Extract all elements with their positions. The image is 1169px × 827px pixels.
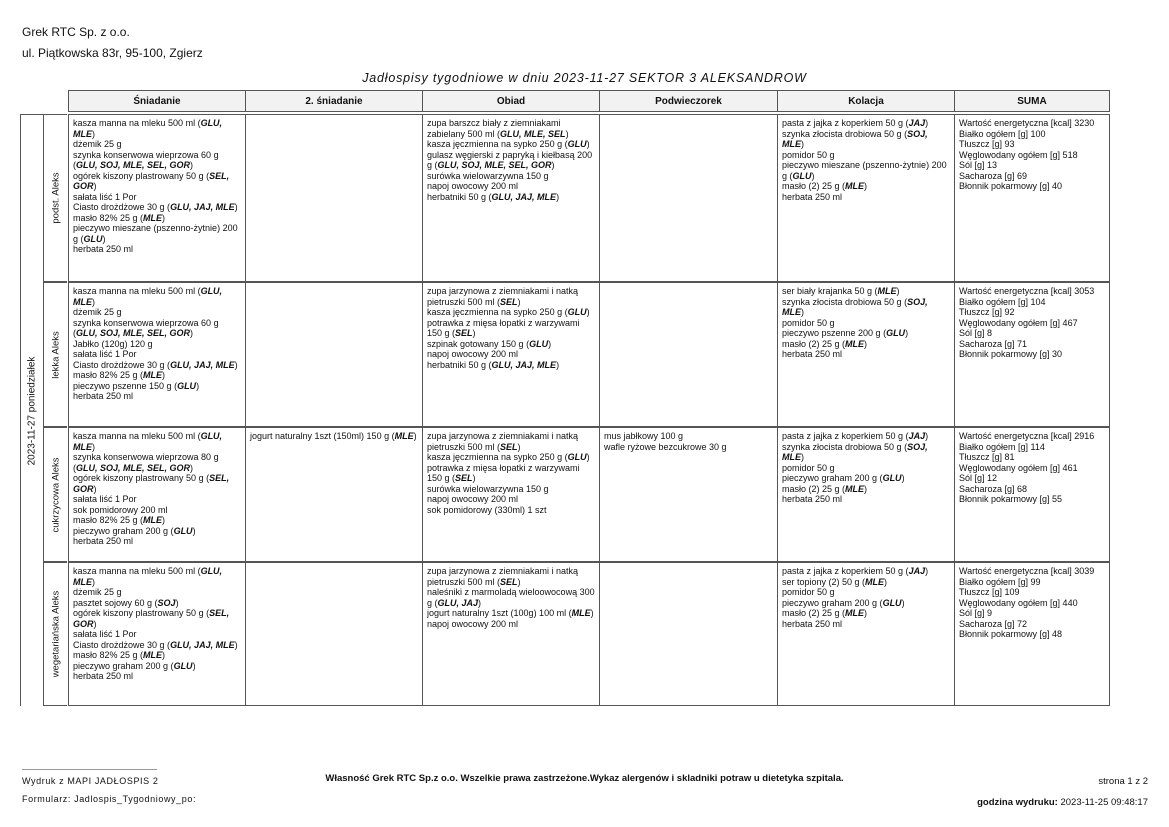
dish-line: pasta z jajka z koperkiem 50 g (JAJ) <box>782 431 929 441</box>
nutrition-line: Sól [g] 8 <box>959 328 993 338</box>
diet-cell <box>43 282 67 427</box>
allergen-codes: GLU, SOJ, MLE, SEL, GOR <box>76 462 191 473</box>
header-suma: SUMA <box>954 90 1110 112</box>
cell-2-sniadanie <box>245 427 422 562</box>
dish-line: szynka konserwowa wieprzowa 60 g (GLU, SOJ, MLE, SEL, GOR) <box>73 149 219 170</box>
allergen-codes: MLE <box>143 212 163 223</box>
header-2-sniadanie: 2. śniadanie <box>245 90 422 112</box>
diet-cell <box>43 427 67 562</box>
dish-line: potrawka z mięsa łopatki z warzywami 150 g (SEL) <box>427 317 580 338</box>
allergen-codes: GLU, SOJ, MLE, SEL, GOR <box>437 160 552 170</box>
dish-line: pieczywo graham 200 g (GLU) <box>782 597 905 608</box>
allergen-codes: GLU <box>173 525 193 536</box>
allergen-codes: JAJ <box>908 431 926 441</box>
allergen-codes: GLU, JAJ, MLE <box>170 202 235 212</box>
dish-line: napoj owocowy 200 ml <box>427 494 519 504</box>
cell-podwieczorek <box>599 427 777 562</box>
print-time <box>977 792 1148 813</box>
allergen-codes: GLU <box>567 452 587 462</box>
diet-row-lekka <box>43 282 1110 427</box>
diet-row-cukrzycowa <box>43 427 1110 562</box>
allergen-codes: GLU <box>882 473 902 483</box>
diet-row-podst <box>43 114 1110 282</box>
allergen-codes: GLU <box>177 380 197 391</box>
allergen-codes: GLU <box>882 597 902 608</box>
allergen-codes: SOJ, MLE <box>782 296 928 317</box>
cell-sniadanie <box>68 114 245 282</box>
dish-line: Jabłko (120g) 120 g <box>73 338 153 349</box>
allergen-codes: GLU, MLE <box>73 431 223 452</box>
cell-suma <box>954 427 1110 562</box>
nutrition-line: Sacharoza [g] 72 <box>959 618 1028 629</box>
dish-line: szpinak gotowany 150 g (GLU) <box>427 338 552 349</box>
allergen-codes: GLU, MLE <box>73 286 223 307</box>
cell-kolacja <box>777 562 954 706</box>
cell-suma <box>954 282 1110 427</box>
dish-line: pomidor 50 g <box>782 317 835 328</box>
nutrition-line: Wartość energetyczna [kcal] 3053 <box>959 286 1095 296</box>
allergen-codes: SEL <box>455 473 473 483</box>
diet-label: podst. Aleks <box>50 172 61 224</box>
dish-line: sałata liść 1 Por <box>73 494 137 504</box>
dish-line: pieczywo pszenne 150 g (GLU) <box>73 380 200 391</box>
allergen-codes: SOJ <box>157 597 176 608</box>
dish-line: szynka konserwowa wieprzowa 60 g (GLU, SOJ, MLE, SEL, GOR) <box>73 317 219 338</box>
nutrition-line: Węglowodany ogółem [g] 461 <box>959 462 1078 473</box>
day-label: 2023-11-27 poniedziałek <box>26 356 38 465</box>
cell-obiad <box>422 114 599 282</box>
dish-line: dżemik 25 g <box>73 587 122 597</box>
page-number: strona 1 z 2 <box>1098 776 1148 787</box>
dish-line: masło (2) 25 g (MLE) <box>782 483 868 494</box>
allergen-codes: MLE <box>143 370 163 380</box>
allergen-codes: MLE <box>143 515 163 525</box>
cell-suma <box>954 114 1110 282</box>
company-name: Grek RTC Sp. z o.o. <box>22 25 130 39</box>
dish-line: surówka wielowarzywna 150 g <box>427 483 549 494</box>
nutrition-line: Węglowodany ogółem [g] 518 <box>959 149 1078 160</box>
allergen-codes: SEL <box>455 328 473 338</box>
cell-sniadanie <box>68 562 245 706</box>
dish-line: napoj owocowy 200 ml <box>427 618 519 629</box>
cell-podwieczorek <box>599 562 777 706</box>
cell-2-sniadanie <box>245 282 422 427</box>
dish-line: Ciasto drożdżowe 30 g (GLU, JAJ, MLE) <box>73 359 238 370</box>
diet-label: cukrzycowa Aleks <box>50 457 61 532</box>
footer-form: Formularz: Jadlospis_Tygodniowy_po: <box>22 794 197 804</box>
cell-suma <box>954 562 1110 706</box>
dish-line: ser biały krajanka 50 g (MLE) <box>782 286 900 296</box>
dish-line: szynka konserwowa wieprzowa 80 g (GLU, SOJ, MLE, SEL, GOR) <box>73 452 219 473</box>
dish-line: ogórek kiszony plastrowany 50 g (SEL, GOR) <box>73 473 230 494</box>
allergen-codes: GLU, SOJ, MLE, SEL, GOR <box>76 328 191 338</box>
allergen-codes: GLU, JAJ, MLE <box>491 359 557 370</box>
nutrition-line: Węglowodany ogółem [g] 467 <box>959 317 1078 328</box>
header-sniadanie: Śniadanie <box>68 90 245 112</box>
allergen-codes: JAJ <box>908 566 926 576</box>
dish-line: jogurt naturalny 1szt (100g) 100 ml (MLE) <box>427 608 594 618</box>
dish-line: sałata liść 1 Por <box>73 629 137 639</box>
dish-line: zupa jarzynowa z ziemniakami i natką pietruszki 500 ml (SEL) <box>427 431 579 452</box>
allergen-codes: GLU, JAJ, MLE <box>170 639 235 650</box>
allergen-codes: GLU, SOJ, MLE, SEL, GOR <box>76 160 191 170</box>
allergen-codes: GLU <box>886 328 906 338</box>
allergen-codes: GLU, MLE <box>73 118 223 139</box>
dish-line: ogórek kiszony plastrowany 50 g (SEL, GOR) <box>73 608 230 629</box>
company-info <box>22 22 203 64</box>
diet-label: lekka Aleks <box>50 330 61 379</box>
dish-line: masło (2) 25 g (MLE) <box>782 338 868 349</box>
dish-line: pasta z jajka z koperkiem 50 g (JAJ) <box>782 118 929 128</box>
print-time-label: godzina wydruku: <box>977 797 1058 808</box>
dish-line: sok pomidorowy 200 ml <box>73 504 168 515</box>
dish-line: dżemik 25 g <box>73 307 122 317</box>
allergen-codes: GLU <box>529 338 549 349</box>
footer-ownership: Własność Grek RTC Sp.z o.o. Wszelkie prawa zastrzeżone.Wykaz alergenów i skladniki potraw u dietetyka szpitala. <box>325 773 844 784</box>
dish-line: pieczywo pszenne 200 g (GLU) <box>782 328 909 338</box>
allergen-codes: GLU, JAJ, MLE <box>491 191 557 202</box>
dish-line: herbata 250 ml <box>782 618 843 629</box>
dish-line: herbata 250 ml <box>73 536 134 546</box>
footer-divider <box>22 769 157 770</box>
dish-line: masło (2) 25 g (MLE) <box>782 181 868 191</box>
dish-line: zupa jarzynowa z ziemniakami i natką pietruszki 500 ml (SEL) <box>427 286 579 307</box>
cell-obiad <box>422 562 599 706</box>
dish-line: naleśniki z marmoladą wieloowocową 300 g (GLU, JAJ) <box>427 587 595 608</box>
nutrition-line: Błonnik pokarmowy [g] 30 <box>959 349 1063 359</box>
dish-line: zupa jarzynowa z ziemniakami i natką pietruszki 500 ml (SEL) <box>427 566 579 587</box>
diet-row-wegetarianska <box>43 562 1110 706</box>
allergen-codes: GLU, MLE, SEL <box>500 128 566 139</box>
allergen-codes: SEL, GOR <box>73 473 230 494</box>
allergen-codes: GLU <box>567 139 587 149</box>
dish-line: surówka wielowarzywna 150 g <box>427 170 549 181</box>
dish-line: masło 82% 25 g (MLE) <box>73 212 166 223</box>
menu-table <box>0 90 1169 706</box>
nutrition-line: Błonnik pokarmowy [g] 40 <box>959 181 1063 191</box>
allergen-codes: GLU <box>567 307 587 317</box>
nutrition-line: Sacharoza [g] 71 <box>959 338 1028 349</box>
dish-line: herbata 250 ml <box>782 349 843 359</box>
nutrition-line: Sacharoza [g] 68 <box>959 483 1028 494</box>
dish-line: kasza manna na mleku 500 ml (GLU, MLE) <box>73 431 223 452</box>
dish-line: pomidor 50 g <box>782 149 835 160</box>
dish-line: ogórek kiszony plastrowany 50 g (SEL, GOR) <box>73 170 230 191</box>
print-time-value: 2023-11-25 09:48:17 <box>1060 797 1148 808</box>
allergen-codes: MLE <box>394 431 414 441</box>
cell-obiad <box>422 282 599 427</box>
nutrition-line: Tłuszcz [g] 81 <box>959 452 1015 462</box>
dish-line: ser topiony (2) 50 g (MLE) <box>782 576 888 587</box>
cell-kolacja <box>777 427 954 562</box>
dish-line: sok pomidorowy (330ml) 1 szt <box>427 504 547 515</box>
dish-line: dżemik 25 g <box>73 139 122 149</box>
allergen-codes: SEL, GOR <box>73 608 230 629</box>
dish-line: herbatniki 50 g (GLU, JAJ, MLE) <box>427 359 560 370</box>
allergen-codes: SEL <box>500 441 518 452</box>
nutrition-line: Sól [g] 13 <box>959 160 998 170</box>
dish-line: kasza jęczmienna na sypko 250 g (GLU) <box>427 452 590 462</box>
allergen-codes: GLU <box>173 660 193 671</box>
dish-line: gulasz węgierski z papryką i kiełbasą 200 g (GLU, SOJ, MLE, SEL, GOR) <box>427 149 593 170</box>
dish-line: kasza manna na mleku 500 ml (GLU, MLE) <box>73 118 223 139</box>
cell-sniadanie <box>68 282 245 427</box>
nutrition-line: Białko ogółem [g] 99 <box>959 576 1041 587</box>
nutrition-line: Białko ogółem [g] 104 <box>959 296 1046 307</box>
dish-line: masło 82% 25 g (MLE) <box>73 650 166 660</box>
header-kolacja: Kolacja <box>777 90 954 112</box>
allergen-codes: MLE <box>845 338 865 349</box>
cell-2-sniadanie <box>245 114 422 282</box>
dish-line: kasza jęczmienna na sypko 250 g (GLU) <box>427 139 590 149</box>
dish-line: napoj owocowy 200 ml <box>427 181 519 191</box>
company-address: ul. Piątkowska 83r, 95-100, Zgierz <box>22 46 203 60</box>
allergen-codes: MLE <box>845 181 865 191</box>
dish-line: herbata 250 ml <box>73 671 134 681</box>
allergen-codes: GLU, JAJ <box>437 597 479 608</box>
cell-sniadanie <box>68 427 245 562</box>
allergen-codes: SOJ, MLE <box>782 128 928 149</box>
footer-right <box>977 771 1148 813</box>
day-column <box>20 114 43 706</box>
dish-line: szynka złocista drobiowa 50 g (SOJ, MLE) <box>782 441 928 462</box>
dish-line: herbatniki 50 g (GLU, JAJ, MLE) <box>427 191 560 202</box>
dish-line: sałata liść 1 Por <box>73 191 137 202</box>
dish-line: masło (2) 25 g (MLE) <box>782 608 868 618</box>
dish-line: herbata 250 ml <box>782 494 843 504</box>
allergen-codes: MLE <box>865 576 885 587</box>
nutrition-line: Sól [g] 9 <box>959 608 993 618</box>
dish-line: Ciasto drożdżowe 30 g (GLU, JAJ, MLE) <box>73 202 238 212</box>
diet-cell <box>43 562 67 706</box>
allergen-codes: MLE <box>845 608 865 618</box>
dish-line: pasztet sojowy 60 g (SOJ) <box>73 597 179 608</box>
dish-line: zupa barszcz biały z ziemniakami zabielany 500 ml (GLU, MLE, SEL) <box>427 118 569 139</box>
diet-label: wegetariańska Aleks <box>50 590 61 678</box>
dish-line: pieczywo mieszane (pszenno-żytnie) 200 g (GLU) <box>782 160 947 181</box>
nutrition-line: Wartość energetyczna [kcal] 2916 <box>959 431 1095 441</box>
cell-kolacja <box>777 282 954 427</box>
dish-line: kasza manna na mleku 500 ml (GLU, MLE) <box>73 286 223 307</box>
allergen-codes: MLE <box>571 608 591 618</box>
dish-line: kasza jęczmienna na sypko 250 g (GLU) <box>427 307 590 317</box>
nutrition-line: Błonnik pokarmowy [g] 48 <box>959 629 1063 639</box>
nutrition-line: Tłuszcz [g] 93 <box>959 139 1015 149</box>
dish-line: pomidor 50 g <box>782 587 835 597</box>
dish-line: kasza manna na mleku 500 ml (GLU, MLE) <box>73 566 223 587</box>
nutrition-line: Sacharoza [g] 69 <box>959 170 1028 181</box>
page-title: Jadłospisy tygodniowe w dniu 2023-11-27 SEKTOR 3 ALEKSANDROW <box>362 71 807 85</box>
header-podwieczorek: Podwieczorek <box>599 90 777 112</box>
dish-line: masło 82% 25 g (MLE) <box>73 515 166 525</box>
dish-line: pomidor 50 g <box>782 462 835 473</box>
dish-line: herbata 250 ml <box>73 244 134 254</box>
dish-line: szynka złocista drobiowa 50 g (SOJ, MLE) <box>782 296 928 317</box>
dish-line: masło 82% 25 g (MLE) <box>73 370 166 380</box>
nutrition-line: Białko ogółem [g] 114 <box>959 441 1045 452</box>
allergen-codes: GLU <box>792 170 812 181</box>
dish-line: mus jabłkowy 100 g <box>604 431 684 441</box>
diet-cell <box>43 114 67 282</box>
nutrition-line: Błonnik pokarmowy [g] 55 <box>959 494 1063 504</box>
allergen-codes: SEL <box>500 576 518 587</box>
dish-line: potrawka z mięsa łopatki z warzywami 150 g (SEL) <box>427 462 580 483</box>
cell-2-sniadanie <box>245 562 422 706</box>
allergen-codes: GLU, MLE <box>73 566 223 587</box>
dish-line: pieczywo mieszane (pszenno-żytnie) 200 g (GLU) <box>73 223 238 244</box>
dish-line: pieczywo graham 200 g (GLU) <box>782 473 905 483</box>
allergen-codes: MLE <box>845 483 865 494</box>
allergen-codes: GLU <box>83 233 103 244</box>
nutrition-line: Tłuszcz [g] 92 <box>959 307 1015 317</box>
allergen-codes: JAJ <box>908 118 926 128</box>
cell-podwieczorek <box>599 282 777 427</box>
dish-line: wafle ryżowe bezcukrowe 30 g <box>604 441 727 452</box>
allergen-codes: MLE <box>143 650 163 660</box>
dish-line: herbata 250 ml <box>73 391 134 401</box>
allergen-codes: SEL <box>500 296 518 307</box>
dish-line: pasta z jajka z koperkiem 50 g (JAJ) <box>782 566 929 576</box>
allergen-codes: GLU, JAJ, MLE <box>170 359 235 370</box>
nutrition-line: Tłuszcz [g] 109 <box>959 587 1020 597</box>
nutrition-line: Wartość energetyczna [kcal] 3039 <box>959 566 1095 576</box>
dish-line: jogurt naturalny 1szt (150ml) 150 g (MLE) <box>250 431 417 441</box>
dish-line: herbata 250 ml <box>782 191 843 202</box>
nutrition-line: Wartość energetyczna [kcal] 3230 <box>959 118 1095 128</box>
dish-line: Ciasto drożdżowe 30 g (GLU, JAJ, MLE) <box>73 639 238 650</box>
cell-podwieczorek <box>599 114 777 282</box>
footer-source: Wydruk z MAPI JADŁOSPIS 2 <box>22 776 159 786</box>
allergen-codes: SEL, GOR <box>73 170 230 191</box>
allergen-codes: SOJ, MLE <box>782 441 928 462</box>
cell-obiad <box>422 427 599 562</box>
allergen-codes: MLE <box>877 286 897 296</box>
nutrition-line: Węglowodany ogółem [g] 440 <box>959 597 1078 608</box>
dish-line: pieczywo graham 200 g (GLU) <box>73 525 196 536</box>
dish-line: szynka złocista drobiowa 50 g (SOJ, MLE) <box>782 128 928 149</box>
dish-line: pieczywo graham 200 g (GLU) <box>73 660 196 671</box>
dish-line: napoj owocowy 200 ml <box>427 349 519 359</box>
cell-kolacja <box>777 114 954 282</box>
header-obiad: Obiad <box>422 90 599 112</box>
dish-line: sałata liść 1 Por <box>73 349 137 359</box>
nutrition-line: Sól [g] 12 <box>959 473 998 483</box>
nutrition-line: Białko ogółem [g] 100 <box>959 128 1046 139</box>
